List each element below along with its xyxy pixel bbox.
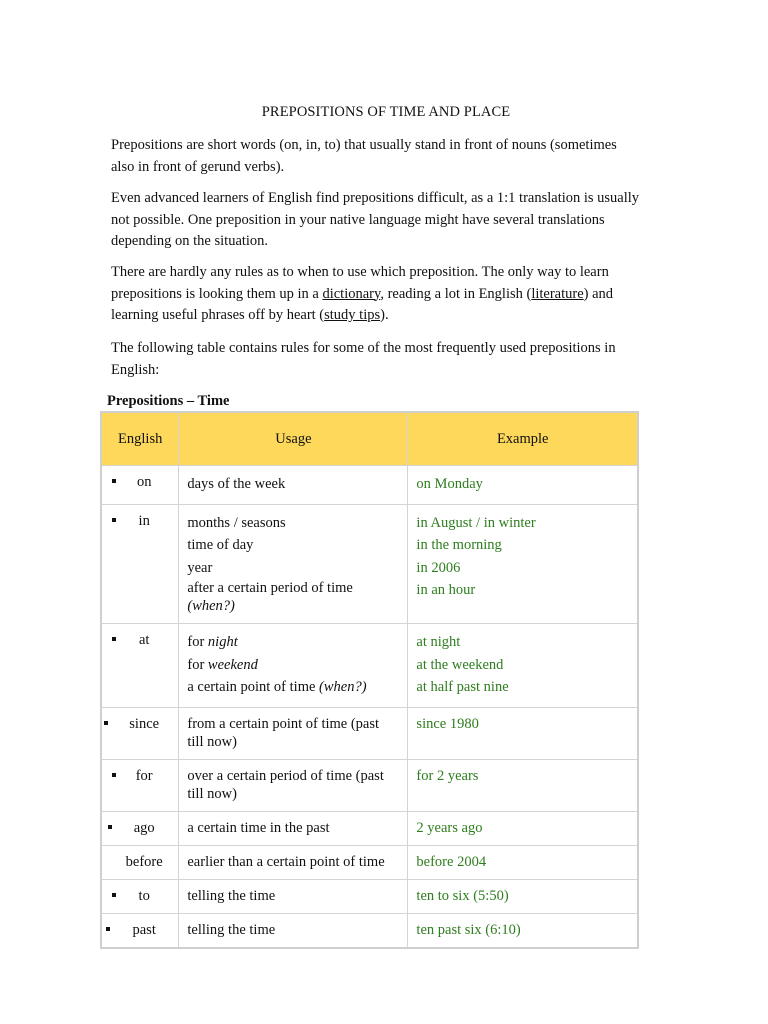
text-line: Even advanced learners of English find prepositions difficult, as a 1:1 translation is usually — [111, 190, 640, 206]
text-fragment: prepositions is looking them up in a — [111, 285, 323, 302]
usage-line: time of day — [187, 537, 254, 553]
example-line: at night — [416, 634, 461, 650]
text-line: There are hardly any rules as to when to use which preposition. The only way to learn — [111, 264, 609, 280]
page-title: PREPOSITIONS OF TIME AND PLACE — [261, 104, 511, 120]
usage-line: months / seasons — [187, 514, 286, 531]
usage-cell — [179, 707, 408, 759]
example-line: before 2004 — [416, 853, 487, 870]
bullet-icon — [112, 518, 116, 522]
bullet-icon — [112, 637, 116, 641]
usage-line — [187, 676, 399, 699]
text-line — [111, 305, 671, 327]
example-cell — [408, 504, 638, 624]
example-line: ten past six (6:10) — [416, 921, 521, 938]
usage-line — [187, 654, 399, 677]
example-cell — [408, 879, 638, 913]
usage-cell — [179, 879, 408, 913]
table-row — [101, 504, 638, 624]
preposition: in — [138, 512, 150, 529]
usage-line: a certain time in the past — [187, 819, 330, 836]
usage-cell — [179, 466, 408, 505]
usage-line: telling the time — [187, 887, 276, 904]
text-line: also in front of gerund verbs). — [111, 158, 285, 175]
usage-text: for — [187, 634, 208, 650]
example-line: on Monday — [416, 476, 483, 492]
prepositions-time-table — [100, 411, 639, 949]
usage-text: weekend — [207, 656, 258, 673]
table-row — [101, 845, 638, 879]
usage-text: for — [187, 656, 208, 673]
text-fragment: ). — [380, 307, 389, 323]
usage-line: till now) — [187, 733, 237, 750]
usage-cell — [179, 845, 408, 879]
example-cell — [408, 811, 638, 845]
example-line: for 2 years — [416, 767, 479, 784]
example-cell — [408, 845, 638, 879]
usage-cell — [179, 913, 408, 948]
example-line: in 2006 — [416, 559, 461, 576]
example-line: in an hour — [416, 582, 476, 598]
preposition: for — [135, 767, 153, 784]
usage-cell — [179, 759, 408, 811]
english-cell — [101, 811, 179, 845]
english-cell — [101, 707, 179, 759]
table-row — [101, 707, 638, 759]
dictionary-link[interactable]: dictionary — [322, 285, 381, 302]
table-row — [101, 759, 638, 811]
text-line — [111, 284, 671, 306]
preposition: on — [136, 474, 152, 490]
usage-line: year — [187, 559, 213, 576]
bullet-icon — [112, 773, 116, 777]
text-fragment: ) and — [583, 285, 614, 302]
usage-line — [187, 631, 399, 654]
english-cell — [101, 913, 179, 948]
usage-line: till now) — [187, 785, 237, 802]
example-cell — [408, 759, 638, 811]
usage-cell — [179, 504, 408, 624]
example-line: in August / in winter — [416, 514, 536, 531]
bullet-icon — [106, 927, 110, 931]
usage-text: (when?) — [319, 679, 367, 695]
study-tips-link[interactable]: study tips — [324, 307, 381, 323]
example-line: at half past nine — [416, 679, 509, 695]
text-line: depending on the situation. — [111, 233, 269, 249]
example-line: since 1980 — [416, 715, 479, 732]
text-fragment: learning useful phrases off by heart ( — [111, 307, 325, 323]
bullet-icon — [108, 825, 112, 829]
text-line: English: — [111, 361, 160, 378]
example-cell — [408, 707, 638, 759]
table-row — [101, 913, 638, 948]
table-row — [101, 879, 638, 913]
table-row — [101, 466, 638, 505]
usage-text: a certain point of time — [187, 679, 320, 695]
usage-cell — [179, 624, 408, 708]
text-line: not possible. One preposition in your native language might have several translations — [111, 211, 605, 228]
table-row — [101, 624, 638, 708]
usage-cell — [179, 811, 408, 845]
header-usage: Usage — [179, 412, 408, 466]
text-line: Prepositions are short words (on, in, to) that usually stand in front of nouns (sometimes — [111, 137, 617, 153]
usage-line: from a certain point of time (past — [187, 715, 380, 732]
preposition: at — [138, 632, 150, 648]
preposition: past — [132, 921, 156, 938]
difficulty-paragraph — [111, 188, 671, 253]
literature-link[interactable]: literature — [531, 285, 584, 302]
text-fragment: , reading a lot in English ( — [380, 285, 532, 302]
usage-line: (when?) — [187, 598, 235, 614]
english-cell — [101, 466, 179, 505]
english-cell — [101, 845, 179, 879]
header-example: Example — [408, 412, 638, 466]
example-cell — [408, 624, 638, 708]
preposition: since — [129, 715, 160, 732]
table-intro-paragraph — [111, 338, 671, 381]
rules-paragraph — [111, 262, 671, 327]
usage-line: days of the week — [187, 476, 286, 492]
usage-line: over a certain period of time (past — [187, 767, 384, 784]
bullet-icon — [112, 479, 116, 483]
header-english: English — [101, 412, 179, 466]
english-cell — [101, 504, 179, 624]
example-line: at the weekend — [416, 656, 504, 673]
english-cell — [101, 624, 179, 708]
bullet-icon — [104, 721, 108, 725]
english-cell — [101, 879, 179, 913]
preposition: ago — [133, 819, 155, 836]
example-line: 2 years ago — [416, 819, 483, 836]
english-cell — [101, 759, 179, 811]
example-cell — [408, 913, 638, 948]
table-header-row — [101, 412, 638, 466]
usage-line: telling the time — [187, 921, 276, 938]
text-line: The following table contains rules for some of the most frequently used prepositions in — [111, 340, 616, 356]
bullet-icon — [112, 893, 116, 897]
table-row — [101, 811, 638, 845]
preposition: to — [138, 887, 150, 904]
usage-line: after a certain period of time — [187, 580, 353, 596]
usage-line: earlier than a certain point of time — [187, 853, 385, 870]
example-cell — [408, 466, 638, 505]
preposition: before — [125, 853, 163, 870]
intro-paragraph — [111, 135, 671, 178]
example-line: ten to six (5:50) — [416, 887, 509, 904]
section-title: Prepositions – Time — [107, 393, 230, 409]
example-line: in the morning — [416, 537, 502, 553]
usage-text: night — [207, 634, 238, 650]
